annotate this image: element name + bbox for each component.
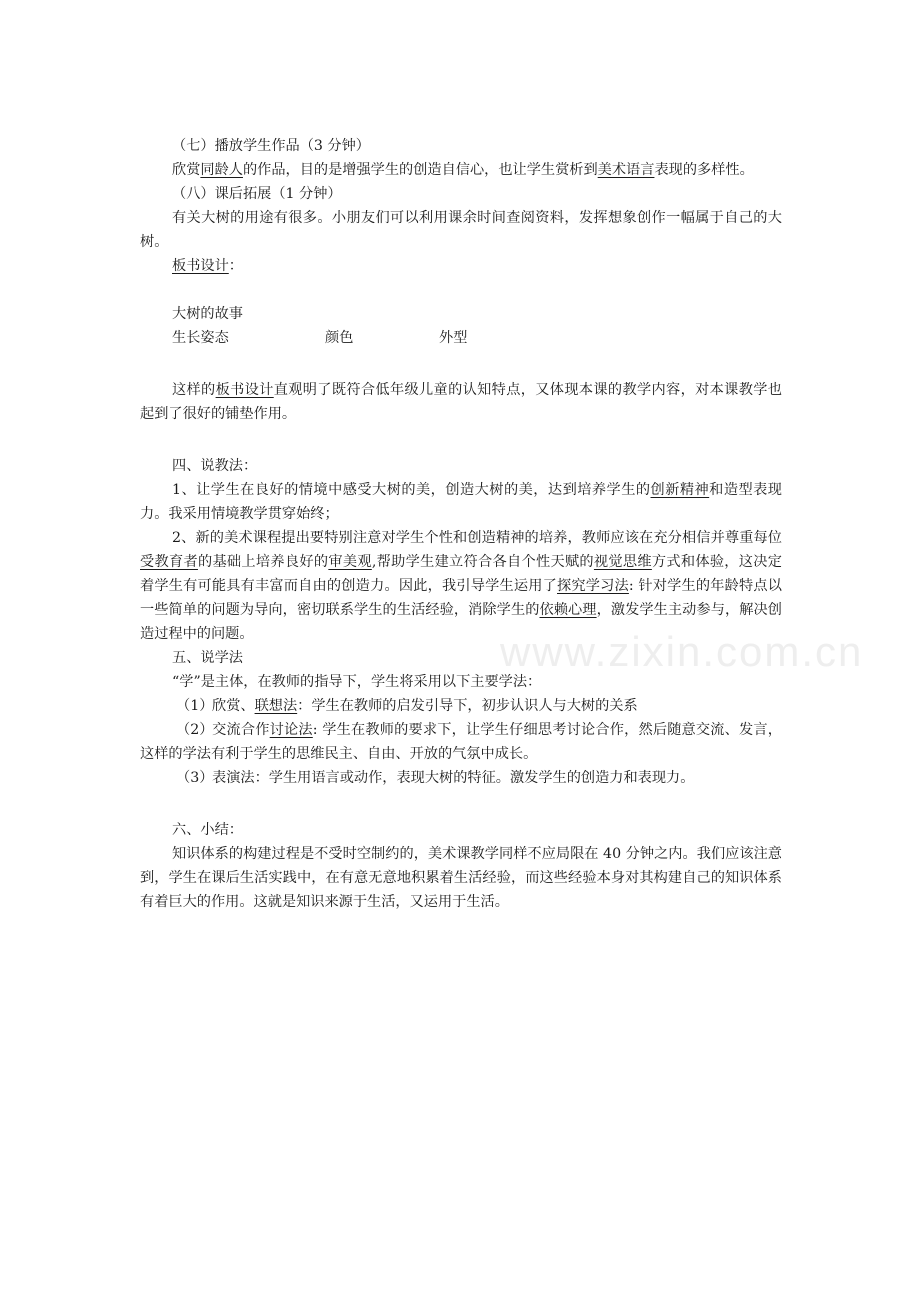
section-8-paragraph: 有关大树的用途有很多。小朋友们可以利用课余时间查阅资料，发挥想象创作一幅属于自己的大树。 xyxy=(140,210,782,250)
spacer xyxy=(140,426,782,454)
section-4-heading: 四、说教法： xyxy=(172,458,258,474)
board-items xyxy=(140,326,782,350)
section-5-heading: 五、说学法 xyxy=(172,650,243,666)
watermark: www.zixin.com.cn xyxy=(500,628,864,675)
board-design-label: 板书设计： xyxy=(172,258,243,274)
board-title: 大树的故事 xyxy=(172,306,243,322)
board-item: 外型 xyxy=(439,330,468,346)
spacer xyxy=(140,790,782,818)
method-item-3: （3）表演法：学生用语言或动作，表现大树的特征。激发学生的创造力和表现力。 xyxy=(176,770,695,786)
spacer xyxy=(140,278,782,302)
board-item: 生长姿态 xyxy=(172,330,229,346)
spacer xyxy=(140,350,782,378)
section-8-heading: （八）课后拓展（1 分钟） xyxy=(172,186,342,202)
section-7-heading: （七）播放学生作品（3 分钟） xyxy=(172,138,370,154)
document-body xyxy=(140,134,782,914)
method-item-2: （2）交流合作讨论法: 学生在教师的要求下，让学生仔细思考讨论合作，然后随意交流、发言，这样的学法有利于学生的思维民主、自由、开放的气氛中成长。 xyxy=(140,722,782,762)
board-item: 颜色 xyxy=(325,330,354,346)
section-6-heading: 六、小结： xyxy=(172,822,243,838)
section-7-paragraph: 欣赏同龄人的作品，目的是增强学生的创造自信心，也让学生赏析到美术语言表现的多样性。 xyxy=(172,162,754,178)
section-6-paragraph: 知识体系的构建过程是不受时空制约的，美术课教学同样不应局限在 40 分钟之内。我们应该注意到，学生在课后生活实践中，在有意无意地积累着生活经验，而这些经验本身对其构建自己的知识体系有着巨大的作用。这就是知识来源于生活，又运用于生活。 xyxy=(140,846,782,910)
section-5-intro: “学”是主体，在教师的指导下，学生将采用以下主要学法： xyxy=(172,674,542,690)
section-4-point-2: 2、新的美术课程提出要特别注意对学生个性和创造精神的培养，教师应该在充分相信并尊重每位受教育者的基础上培养良好的审美观,帮助学生建立符合各自个性天赋的视觉思维方式和体验，这决定着学生有可能具有丰富而自由的创造力。因此，我引导学生运用了探究学习法: 针对学生的年龄特点以一些简单的问题为导向，密切联系学生的生活经验，消除学生的依赖心理，激发学生主动参与，解决创造过程中的问题。 xyxy=(140,530,782,642)
term-art-language: 美术语言 xyxy=(597,162,655,178)
section-4-point-1: 1、让学生在良好的情境中感受大树的美，创造大树的美，达到培养学生的创新精神和造型表现力。我采用情境教学贯穿始终； xyxy=(140,482,782,522)
method-item-1: （1）欣赏、联想法：学生在教师的启发引导下，初步认识人与大树的关系 xyxy=(176,698,638,714)
board-description: 这样的板书设计直观明了既符合低年级儿童的认知特点，又体现本课的教学内容，对本课教学也起到了很好的铺垫作用。 xyxy=(140,382,782,422)
term-peers: 同龄人 xyxy=(200,162,243,178)
